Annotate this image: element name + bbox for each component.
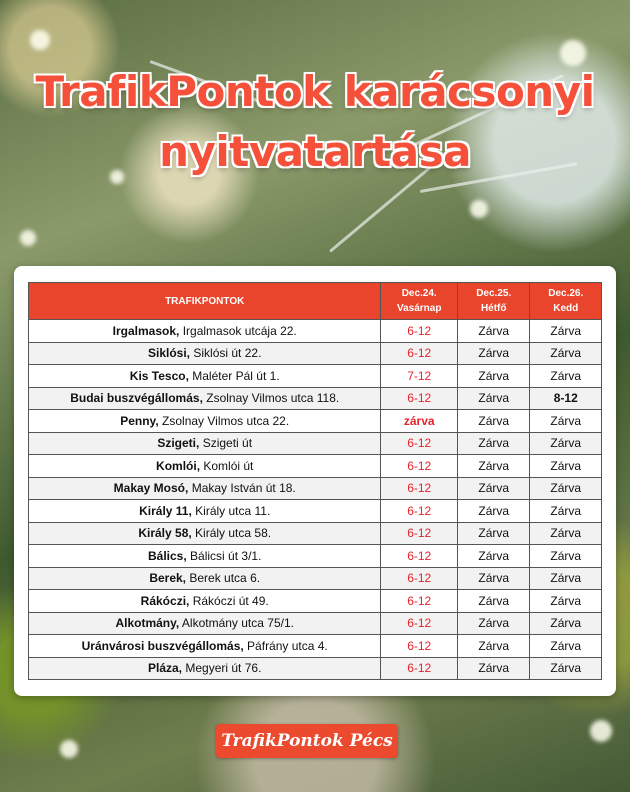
dec24-hours: 6-12 — [381, 522, 458, 545]
dec24-hours: 6-12 — [381, 477, 458, 500]
header-dec24-day: Vasárnap — [396, 303, 442, 314]
location-address: Irgalmasok utcája 22. — [179, 323, 297, 338]
location-address: Zsolnay Vilmos utca 22. — [158, 413, 290, 428]
location-name: Király 58, — [138, 526, 192, 541]
dec26-hours: Zárva — [530, 657, 602, 680]
location-address: Maléter Pál út 1. — [188, 368, 280, 383]
header-dec25 — [457, 283, 529, 320]
location-name: Bálics, — [148, 548, 187, 563]
header-dec26-day: Kedd — [553, 303, 579, 314]
table-row — [29, 455, 602, 478]
location-name: Kis Tesco, — [129, 368, 189, 383]
dec25-hours: Zárva — [457, 545, 529, 568]
dec24-hours: 6-12 — [381, 545, 458, 568]
dec25-hours: Zárva — [457, 410, 529, 433]
location-name: Berek, — [149, 571, 187, 586]
dec26-hours: Zárva — [530, 455, 602, 478]
bokeh-light — [30, 30, 50, 50]
location-name: Budai buszvégállomás, — [70, 391, 203, 406]
location-cell — [29, 500, 381, 523]
dec26-hours: Zárva — [530, 590, 602, 613]
location-address: Alkotmány utca 75/1. — [179, 616, 294, 631]
dec26-hours: Zárva — [530, 500, 602, 523]
dec26-hours: Zárva — [530, 477, 602, 500]
bokeh-light — [470, 200, 488, 218]
table-row — [29, 365, 602, 388]
location-cell — [29, 365, 381, 388]
dec26-hours: Zárva — [530, 320, 602, 343]
table-row — [29, 410, 602, 433]
dec25-hours: Zárva — [457, 657, 529, 680]
location-name: Siklósi, — [148, 346, 191, 361]
location-name: Alkotmány, — [115, 616, 180, 631]
page-title-line1: TrafikPontok karácsonyi — [35, 67, 595, 116]
header-location: TRAFIKPONTOK — [29, 283, 381, 320]
dec25-hours: Zárva — [457, 590, 529, 613]
location-name: Király 11, — [139, 503, 192, 518]
location-address: Szigeti út — [199, 436, 253, 451]
header-dec26-date: Dec.26. — [548, 288, 584, 299]
header-dec24-date: Dec.24. — [401, 288, 437, 299]
dec25-hours: Zárva — [457, 455, 529, 478]
dec25-hours: Zárva — [457, 500, 529, 523]
dec25-hours: Zárva — [457, 320, 529, 343]
table-row — [29, 342, 602, 365]
dec25-hours: Zárva — [457, 477, 529, 500]
dec26-hours: Zárva — [530, 635, 602, 658]
location-cell — [29, 522, 381, 545]
dec26-hours: Zárva — [530, 545, 602, 568]
location-name: Penny, — [120, 413, 159, 428]
dec26-hours: Zárva — [530, 567, 602, 590]
page-title-line2: nyitvatartása — [159, 127, 471, 176]
location-address: Páfrány utca 4. — [243, 638, 328, 653]
location-name: Rákóczi, — [140, 593, 190, 608]
location-name: Komlói, — [156, 458, 201, 473]
dec24-hours: 6-12 — [381, 635, 458, 658]
dec25-hours: Zárva — [457, 612, 529, 635]
bokeh-light — [60, 740, 78, 758]
dec26-hours: 8-12 — [530, 387, 602, 410]
table-row — [29, 500, 602, 523]
location-address: Megyeri út 76. — [182, 661, 262, 676]
dec26-hours: Zárva — [530, 522, 602, 545]
header-dec24 — [381, 283, 458, 320]
table-row — [29, 590, 602, 613]
dec25-hours: Zárva — [457, 365, 529, 388]
dec24-hours: 6-12 — [381, 612, 458, 635]
location-cell — [29, 612, 381, 635]
dec24-hours: 6-12 — [381, 387, 458, 410]
table-row — [29, 612, 602, 635]
dec24-hours: zárva — [381, 410, 458, 433]
bokeh-light — [590, 720, 612, 742]
location-address: Király utca 11. — [191, 503, 271, 518]
dec24-hours: 6-12 — [381, 590, 458, 613]
dec24-hours: 6-12 — [381, 567, 458, 590]
dec25-hours: Zárva — [457, 635, 529, 658]
table-row — [29, 567, 602, 590]
dec26-hours: Zárva — [530, 342, 602, 365]
location-cell — [29, 635, 381, 658]
location-cell — [29, 590, 381, 613]
location-address: Komlói út — [200, 458, 254, 473]
dec25-hours: Zárva — [457, 522, 529, 545]
table-row — [29, 320, 602, 343]
table-row — [29, 522, 602, 545]
header-dec25-date: Dec.25. — [476, 288, 512, 299]
location-name: Makay Mosó, — [113, 481, 189, 496]
dec26-hours: Zárva — [530, 612, 602, 635]
dec24-hours: 6-12 — [381, 657, 458, 680]
dec24-hours: 6-12 — [381, 500, 458, 523]
header-dec25-day: Hétfő — [480, 303, 507, 314]
dec25-hours: Zárva — [457, 567, 529, 590]
dec25-hours: Zárva — [457, 342, 529, 365]
location-address: Berek utca 6. — [186, 571, 261, 586]
location-name: Uránvárosi buszvégállomás, — [81, 638, 244, 653]
location-name: Pláza, — [148, 661, 183, 676]
location-address: Makay István út 18. — [188, 481, 296, 496]
dec24-hours: 7-12 — [381, 365, 458, 388]
location-address: Bálicsi út 3/1. — [186, 548, 262, 563]
location-address: Siklósi út 22. — [190, 346, 262, 361]
table-header-row — [29, 283, 602, 320]
location-address: Zsolnay Vilmos utca 118. — [202, 391, 340, 406]
table-row — [29, 635, 602, 658]
location-cell — [29, 657, 381, 680]
location-cell — [29, 477, 381, 500]
location-cell — [29, 320, 381, 343]
header-dec26 — [530, 283, 602, 320]
location-name: Irgalmasok, — [112, 323, 180, 338]
schedule-card — [14, 266, 616, 696]
location-cell — [29, 387, 381, 410]
table-row — [29, 657, 602, 680]
dec26-hours: Zárva — [530, 432, 602, 455]
table-row — [29, 477, 602, 500]
location-cell — [29, 410, 381, 433]
location-cell — [29, 455, 381, 478]
dec25-hours: Zárva — [457, 387, 529, 410]
location-cell — [29, 432, 381, 455]
location-cell — [29, 545, 381, 568]
location-cell — [29, 342, 381, 365]
dec24-hours: 6-12 — [381, 320, 458, 343]
bokeh-light — [20, 230, 36, 246]
location-name: Szigeti, — [157, 436, 200, 451]
table-row — [29, 545, 602, 568]
dec24-hours: 6-12 — [381, 455, 458, 478]
location-address: Király utca 58. — [191, 526, 272, 541]
location-address: Rákóczi út 49. — [189, 593, 269, 608]
dec26-hours: Zárva — [530, 365, 602, 388]
dec26-hours: Zárva — [530, 410, 602, 433]
trafikpontok-logo: TrafikPontok Pécs — [216, 724, 398, 758]
dec24-hours: 6-12 — [381, 342, 458, 365]
dec25-hours: Zárva — [457, 432, 529, 455]
dec24-hours: 6-12 — [381, 432, 458, 455]
location-cell — [29, 567, 381, 590]
opening-hours-table — [28, 282, 602, 680]
table-row — [29, 432, 602, 455]
table-row — [29, 387, 602, 410]
